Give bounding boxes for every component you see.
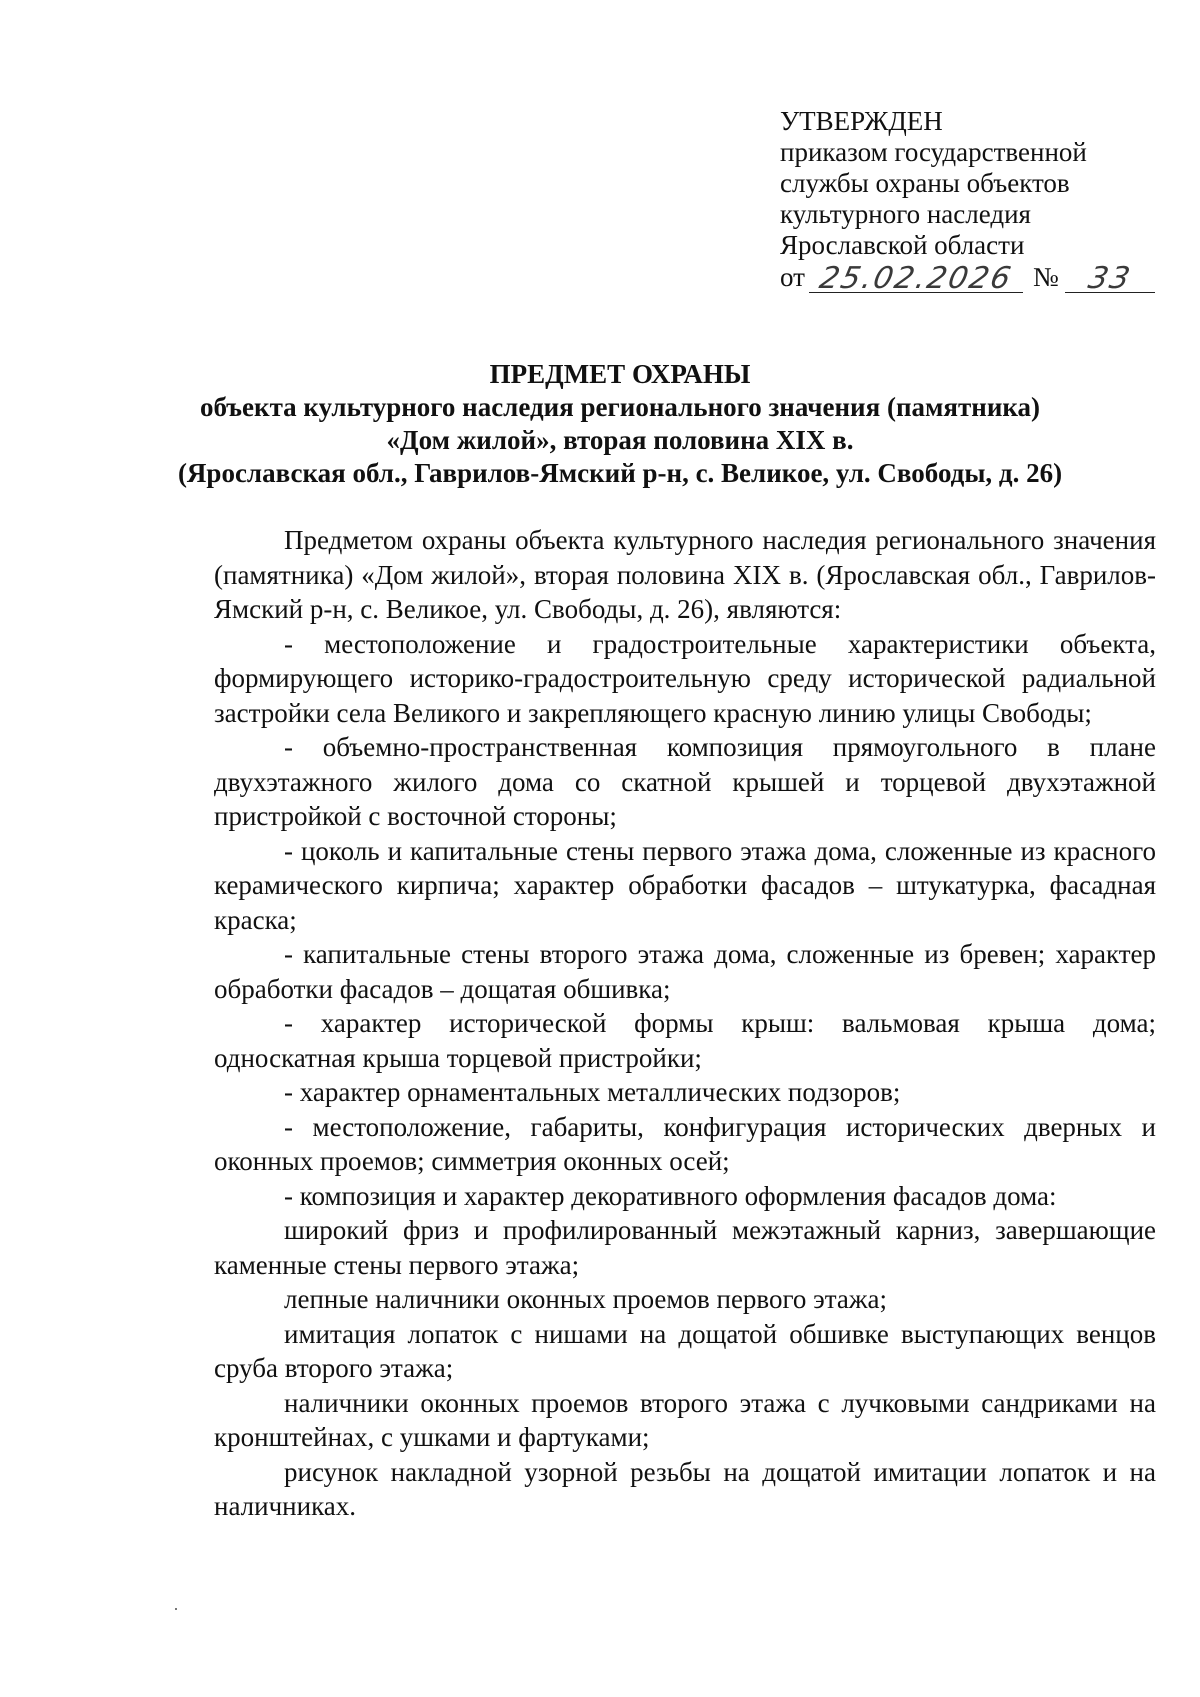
document-body	[214, 523, 1156, 1524]
date-field	[809, 261, 1023, 296]
title-subtitle: объекта культурного наследия регионального значения (памятника)	[199, 392, 1041, 422]
approval-line: Ярославской области	[780, 230, 1025, 260]
list-item: - характер орнаментальных металлических подзоров;	[284, 1077, 901, 1107]
date-number-row	[780, 261, 1160, 297]
title-address: (Ярославская обл., Гаврилов-Ямский р-н, с. Великое, ул. Свободы, д. 26)	[177, 458, 1063, 488]
approval-heading: УТВЕРЖДЕН	[780, 106, 943, 136]
approval-block	[780, 106, 1160, 297]
list-item: - объемно-пространственная композиция прямоугольного в плане двухэтажного жилого дома со скатной крышей и торцевой двухэтажной пристройкой с восточной стороны;	[214, 732, 1156, 831]
list-item: широкий фриз и профилированный межэтажный карниз, завершающие каменные стены первого этажа;	[214, 1215, 1156, 1280]
list-item: лепные наличники оконных проемов первого этажа;	[284, 1284, 887, 1314]
number-field	[1065, 261, 1155, 296]
title-object-name: «Дом жилой», вторая половина XIX в.	[386, 425, 854, 455]
title-heading: ПРЕДМЕТ ОХРАНЫ	[489, 359, 751, 389]
date-prefix: от	[780, 262, 805, 292]
approval-line: культурного наследия	[780, 199, 1031, 229]
list-item: имитация лопаток с нишами на дощатой обшивке выступающих венцов сруба второго этажа;	[214, 1318, 1156, 1383]
number-label: №	[1032, 262, 1059, 292]
handwritten-date: 25.02.2026	[816, 261, 1016, 296]
list-item: - местоположение и градостроительные характеристики объекта, формирующего историко-градостроительную среду исторической радиальной застройки села Великого и закрепляющего красную линию улицы Свободы;	[214, 628, 1156, 728]
handwritten-number: 33	[1084, 261, 1135, 296]
list-item: наличники оконных проемов второго этажа с лучковыми сандриками на кронштейнах, с ушками и фартуками;	[214, 1387, 1156, 1452]
list-item: рисунок накладной узорной резьбы на дощатой имитации лопаток и на наличниках.	[214, 1456, 1156, 1521]
intro-paragraph: Предметом охраны объекта культурного наследия регионального значения (памятника) «Дом жилой», вторая половина XIX в. (Ярославская обл., Гаврилов-Ямский р-н, с. Великое, ул. Свободы, д. 26), являются:	[214, 525, 1156, 624]
list-item: - композиция и характер декоративного оформления фасадов дома:	[284, 1180, 1057, 1211]
approval-line: службы охраны объектов	[780, 168, 1070, 198]
document-title	[100, 358, 1140, 490]
list-item: - капитальные стены второго этажа дома, сложенные из бревен; характер обработки фасадов – дощатая обшивка;	[214, 939, 1156, 1004]
approval-line: приказом государственной	[780, 137, 1087, 167]
list-item: - местоположение, габариты, конфигурация исторических дверных и оконных проемов; симметрия оконных осей;	[214, 1111, 1156, 1176]
list-item: - характер исторической формы крыш: вальмовая крыша дома; односкатная крыша торцевой пристройки;	[214, 1008, 1156, 1073]
scan-speck	[175, 1608, 177, 1610]
list-item: - цоколь и капитальные стены первого этажа дома, сложенные из красного керамического кирпича; характер обработки фасадов – штукатурка, фасадная краска;	[214, 835, 1156, 935]
